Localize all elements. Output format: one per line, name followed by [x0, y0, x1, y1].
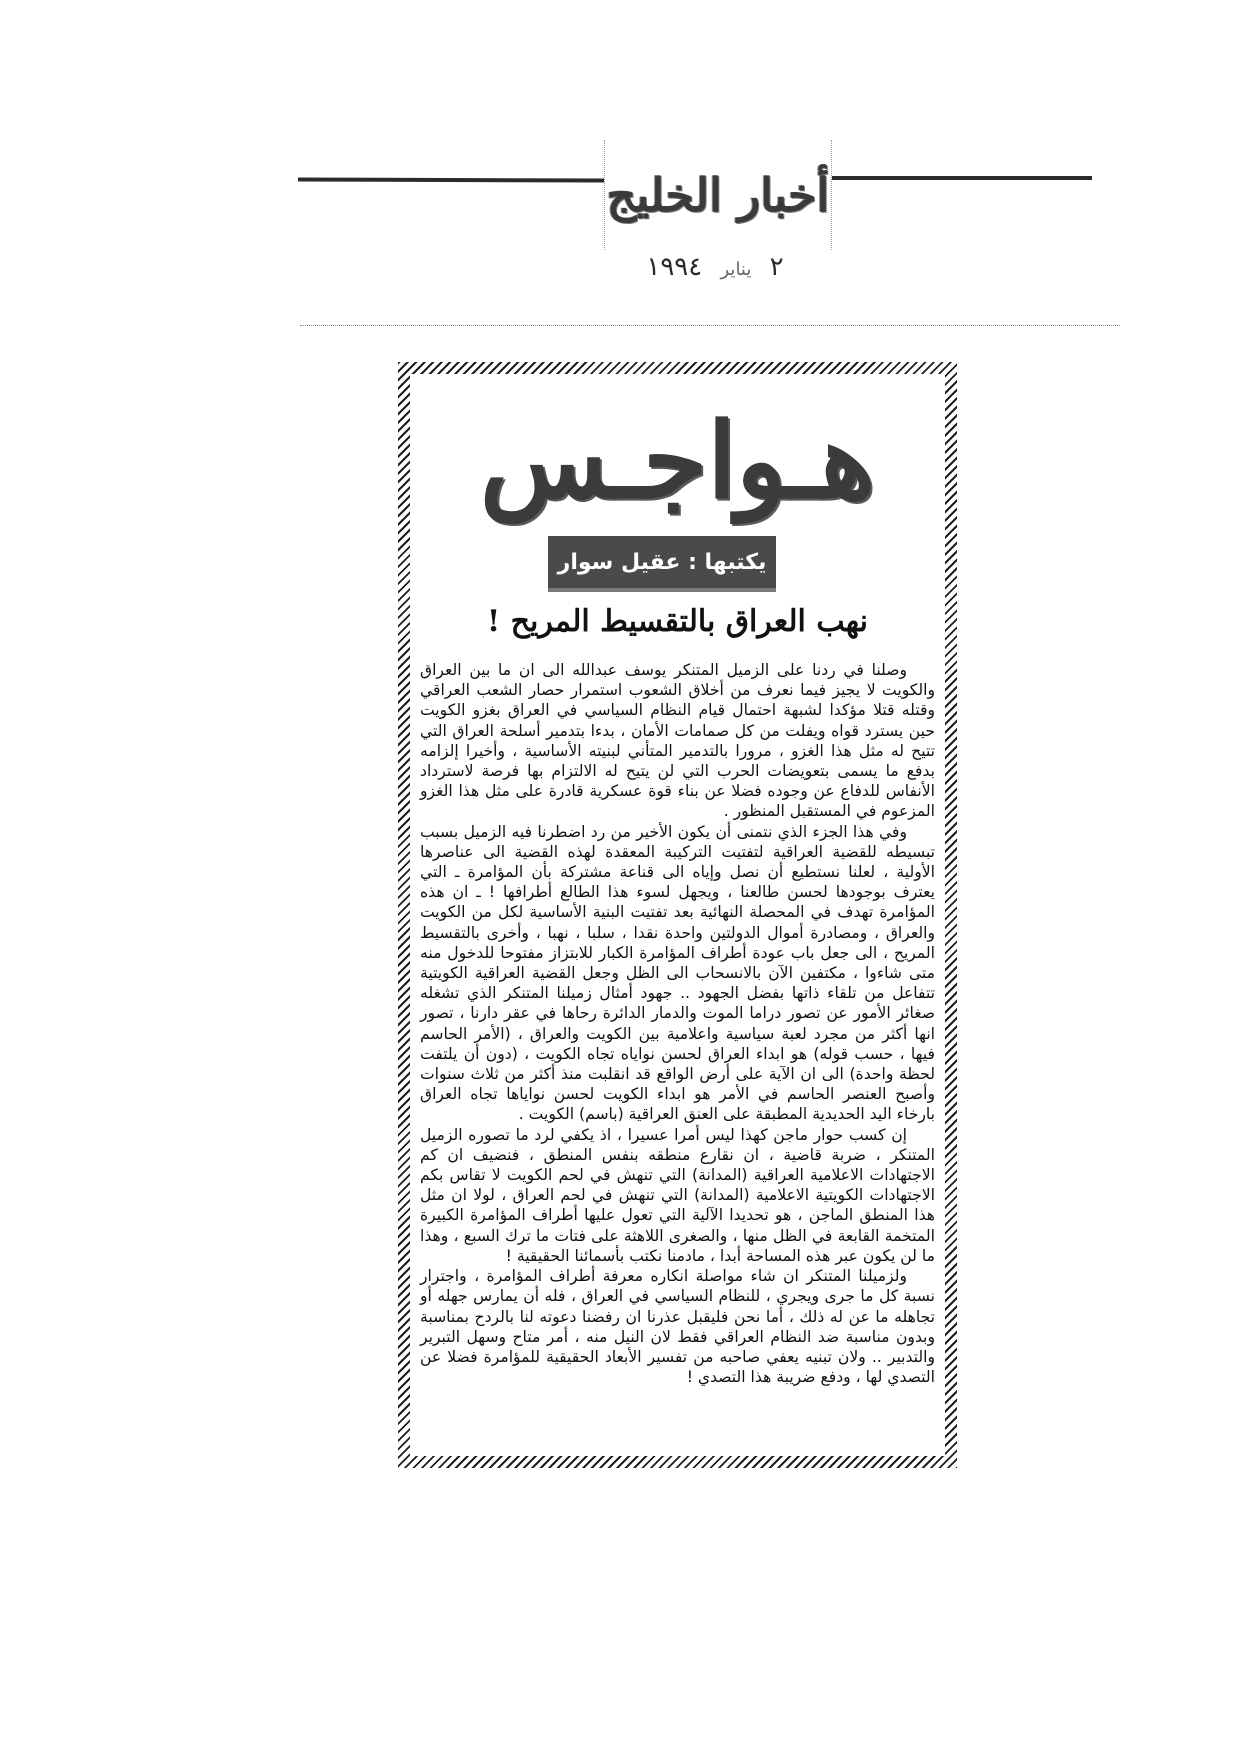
article-body: [420, 660, 935, 1387]
newspaper-logo: أخبار الخليج: [606, 168, 830, 222]
column-title: هـواجـس: [479, 399, 876, 522]
date-year: ١٩٩٤: [646, 252, 703, 282]
paragraph: وصلنا في ردنا على الزميل المتنكر يوسف عبدالله الى ان ما بين العراق والكويت لا يجيز فيما نعرف من أخلاق الشعوب استمرار حصار الشعب العراقي وقتله قتلا مؤكدا لشبهة احتمال قيام النظام السياسي في العراق بغزو الكويت حين يسترد قواه ويفلت من كل صمامات الأمان ، بدءا بتدمير أسلحة العراق التي تتيح له مثل هذا الغزو ، مرورا بالتدمير المتأني لبنيته الأساسية ، وأخيرا إلزامه بدفع ما يسمى بتعويضات الحرب التي لن يتيح له الالتزام بها فرصة لاسترداد الأنفاس للدفاع عن وجوده فضلا عن بناء قوة عسكرية قادرة على مثل هذا الغزو المزعوم في المستقبل المنظور .: [420, 661, 935, 821]
article-frame: [398, 362, 957, 1468]
masthead-rule-left: [298, 177, 604, 182]
publication-date: [600, 252, 830, 282]
byline-box: [548, 536, 776, 588]
article-frame-inner: [410, 374, 945, 1456]
dotted-separator: [300, 325, 1120, 326]
byline-text: يكتبها : عقيل سوار: [557, 549, 767, 575]
article-headline: نهب العراق بالتقسيط المريح !: [487, 604, 868, 639]
date-month: يناير: [720, 259, 752, 280]
paragraph: وفي هذا الجزء الذي نتمنى أن يكون الأخير من رد اضطرنا فيه الزميل بسبب تبسيطه للقضية العراقية لتفتيت التركيبة المعقدة لهذه القضية الى عناصرها الأولية ، لعلنا نستطيع أن نصل وإياه الى قناعة مشتركة بأن المؤامرة ـ التي يعترف بوجودها لحسن طالعنا ، ويجهل لسوء هذا الطالع أطرافها ! ـ ان هذه المؤامرة تهدف في المحصلة النهائية بعد تفتيت البنية الأساسية لكل من الكويت والعراق ، ومصادرة أموال الدولتين واحدة نقدا ، سلبا ، نهبا ، وأخرى بالتقسيط المريح ، الى جعل باب عودة أطراف المؤامرة الكبار للابتزاز مفتوحا للدخول منه متى شاءوا ، مكتفين الآن بالانسحاب الى الظل وجعل القضية العراقية الكويتية تتفاعل من تلقاء ذاتها بفضل الجهود .. جهود أمثال زميلنا المتنكر الذي تشغله صغائر الأمور عن تصور دراما الموت والدمار الدائرة رحاها في عقر دارنا ، تصور انها أكثر من مجرد لعبة سياسية واعلامية بين الكويت والعراق ، (الأمر الحاسم فيها ، حسب قوله) هو ابداء العراق لحسن نواياه تجاه الكويت ، (دون أن يلتفت لحظة واحدة) الى ان الآية على أرض الواقع قد انقلبت منذ أكثر من ثلاث سنوات وأصبح العنصر الحاسم في الأمر هو ابداء الكويت لحسن نواياها تجاه العراق بارخاء اليد الحديدية المطبقة على العنق العراقية (باسم) الكويت .: [420, 822, 935, 1124]
date-day: ٢: [769, 252, 784, 282]
masthead-rule-right: [832, 176, 1092, 180]
paragraph: ولزميلنا المتنكر ان شاء مواصلة انكاره معرفة أطراف المؤامرة ، واجترار نسبة كل ما جرى ويجري ، للنظام السياسي في العراق ، فله أن يمارس جهله أو تجاهله ما عن له ذلك ، أما نحن فليقبل عذرنا ان رفضنا دعوته لنا بالردح بمناسبة وبدون مناسبة ضد النظام العراقي فقط لان النيل منه ، أمر متاح وسهل التبرير والتدبير .. ولان تبنيه يعفي صاحبه من تفسير الأبعاد الحقيقية للمؤامرة فضلا عن التصدي لها ، ودفع ضريبة هذا التصدي !: [420, 1267, 935, 1387]
paragraph: إن كسب حوار ماجن كهذا ليس أمرا عسيرا ، اذ يكفي لرد ما تصوره الزميل المتنكر ، ضربة قاضية ، ان نقارع منطقه بنفس المنطق ، فنضيف ان كم الاجتهادات الاعلامية العراقية (المدانة) التي تنهش في لحم الكويت لا تقاس بكم الاجتهادات الكويتية الاعلامية (المدانة) التي تنهش في لحم العراق ، لولا ان مثل هذا المنطق الماجن ، هو تحديدا الآلية التي تعول عليها أطراف المؤامرة الكبيرة المتخمة القابعة في الظل منها ، والصغرى اللاهثة على فتات ما ترك السبع ، وهذا ما لن يكون عبر هذه المساحة أبدا ، مادمنا نكتب بأسمائنا الحقيقية !: [420, 1125, 935, 1265]
masthead-logo-box: [604, 140, 832, 250]
